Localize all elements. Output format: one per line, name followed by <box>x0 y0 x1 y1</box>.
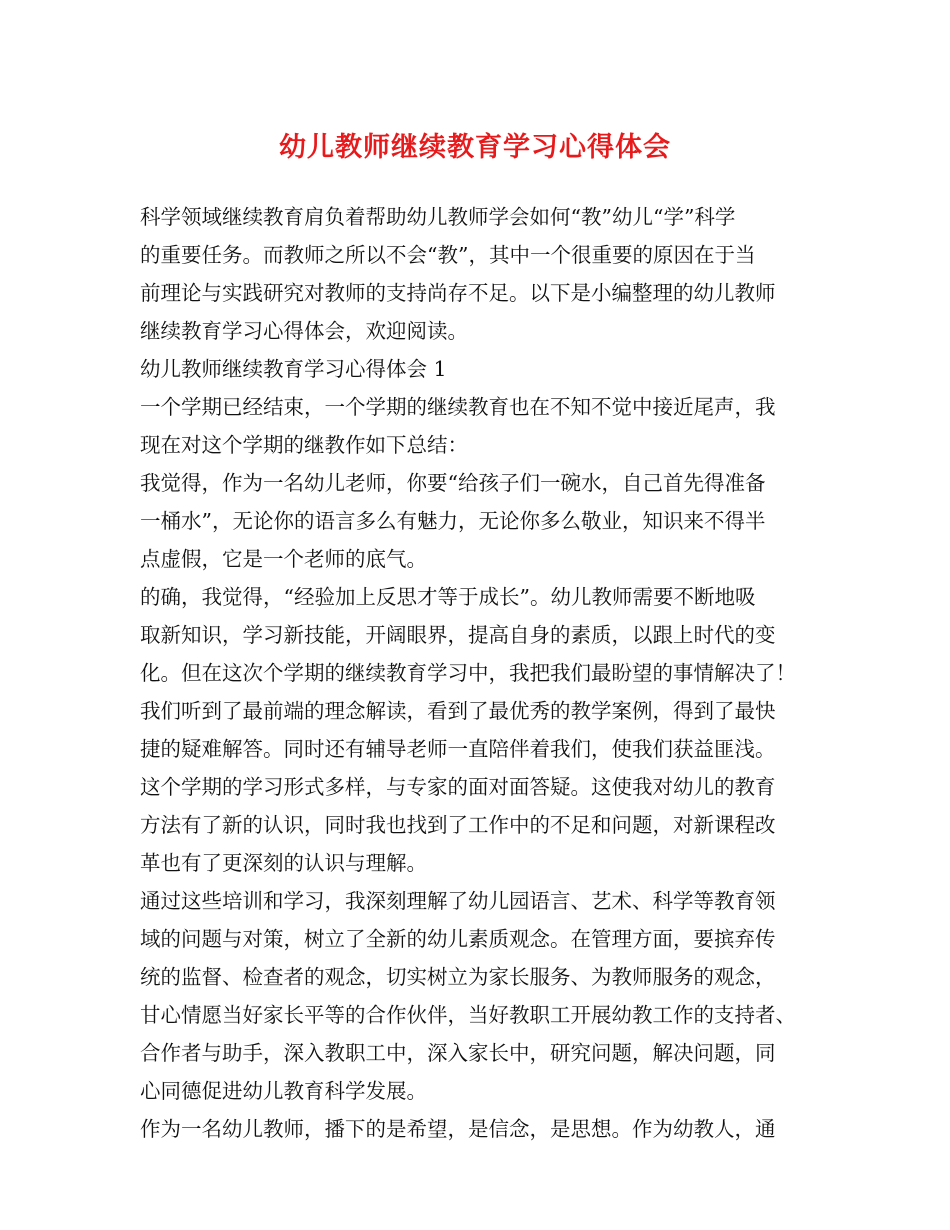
text-line: 点虚假，它是一个老师的底气。 <box>140 547 427 571</box>
section-heading: 幼儿教师继续教育学习心得体会 1 <box>140 357 447 381</box>
text-line: 甘心情愿当好家长平等的合作伙伴，当好教职工开展幼教工作的支持者、 <box>140 1003 796 1027</box>
text-line: 革也有了更深刻的认识与理解。 <box>140 851 427 875</box>
text-line: 前理论与实践研究对教师的支持尚存不足。以下是小编整理的幼儿教师 <box>140 281 776 305</box>
text-line: 一桶水”，无论你的语言多么有魅力，无论你多么敬业，知识来不得半 <box>140 509 766 533</box>
text-line: 作为一名幼儿教师，播下的是希望，是信念，是思想。作为幼教人，通 <box>140 1117 776 1141</box>
text-line: 的重要任务。而教师之所以不会“教”，其中一个很重要的原因在于当 <box>140 243 756 267</box>
text-line: 统的监督、检查者的观念，切实树立为家长服务、为教师服务的观念， <box>140 965 776 989</box>
text-line: 科学领域继续教育肩负着帮助幼儿教师学会如何“教”幼儿“学”科学 <box>140 205 736 229</box>
text-line: 一个学期已经结束，一个学期的继续教育也在不知不觉中接近尾声，我 <box>140 395 776 419</box>
text-line: 我觉得，作为一名幼儿老师，你要“给孩子们一碗水，自己首先得准备 <box>140 471 766 495</box>
document-title: 幼儿教师继续教育学习心得体会 <box>279 132 671 163</box>
text-line: 域的问题与对策，树立了全新的幼儿素质观念。在管理方面，要摈弃传 <box>140 927 776 951</box>
document-body <box>140 198 815 1148</box>
text-line: 合作者与助手，深入教职工中，深入家长中，研究问题，解决问题，同 <box>140 1041 776 1065</box>
text-line: 这个学期的学习形式多样，与专家的面对面答疑。这使我对幼儿的教育 <box>140 775 776 799</box>
text-line: 我们听到了最前端的理念解读，看到了最优秀的教学案例，得到了最快 <box>140 699 776 723</box>
text-line: 现在对这个学期的继教作如下总结： <box>140 433 468 457</box>
text-line: 取新知识，学习新技能，开阔眼界，提高自身的素质，以跟上时代的变 <box>140 623 776 647</box>
text-line: 通过这些培训和学习，我深刻理解了幼儿园语言、艺术、科学等教育领 <box>140 889 776 913</box>
text-line: 捷的疑难解答。同时还有辅导老师一直陪伴着我们，使我们获益匪浅。 <box>140 737 776 761</box>
text-line: 继续教育学习心得体会，欢迎阅读。 <box>140 319 468 343</box>
text-line: 的确，我觉得，“经验加上反思才等于成长”。幼儿教师需要不断地吸 <box>140 585 756 609</box>
text-line: 方法有了新的认识，同时我也找到了工作中的不足和问题，对新课程改 <box>140 813 776 837</box>
text-line: 心同德促进幼儿教育科学发展。 <box>140 1079 427 1103</box>
text-line: 化。但在这次个学期的继续教育学习中，我把我们最盼望的事情解决了！ <box>140 661 796 685</box>
